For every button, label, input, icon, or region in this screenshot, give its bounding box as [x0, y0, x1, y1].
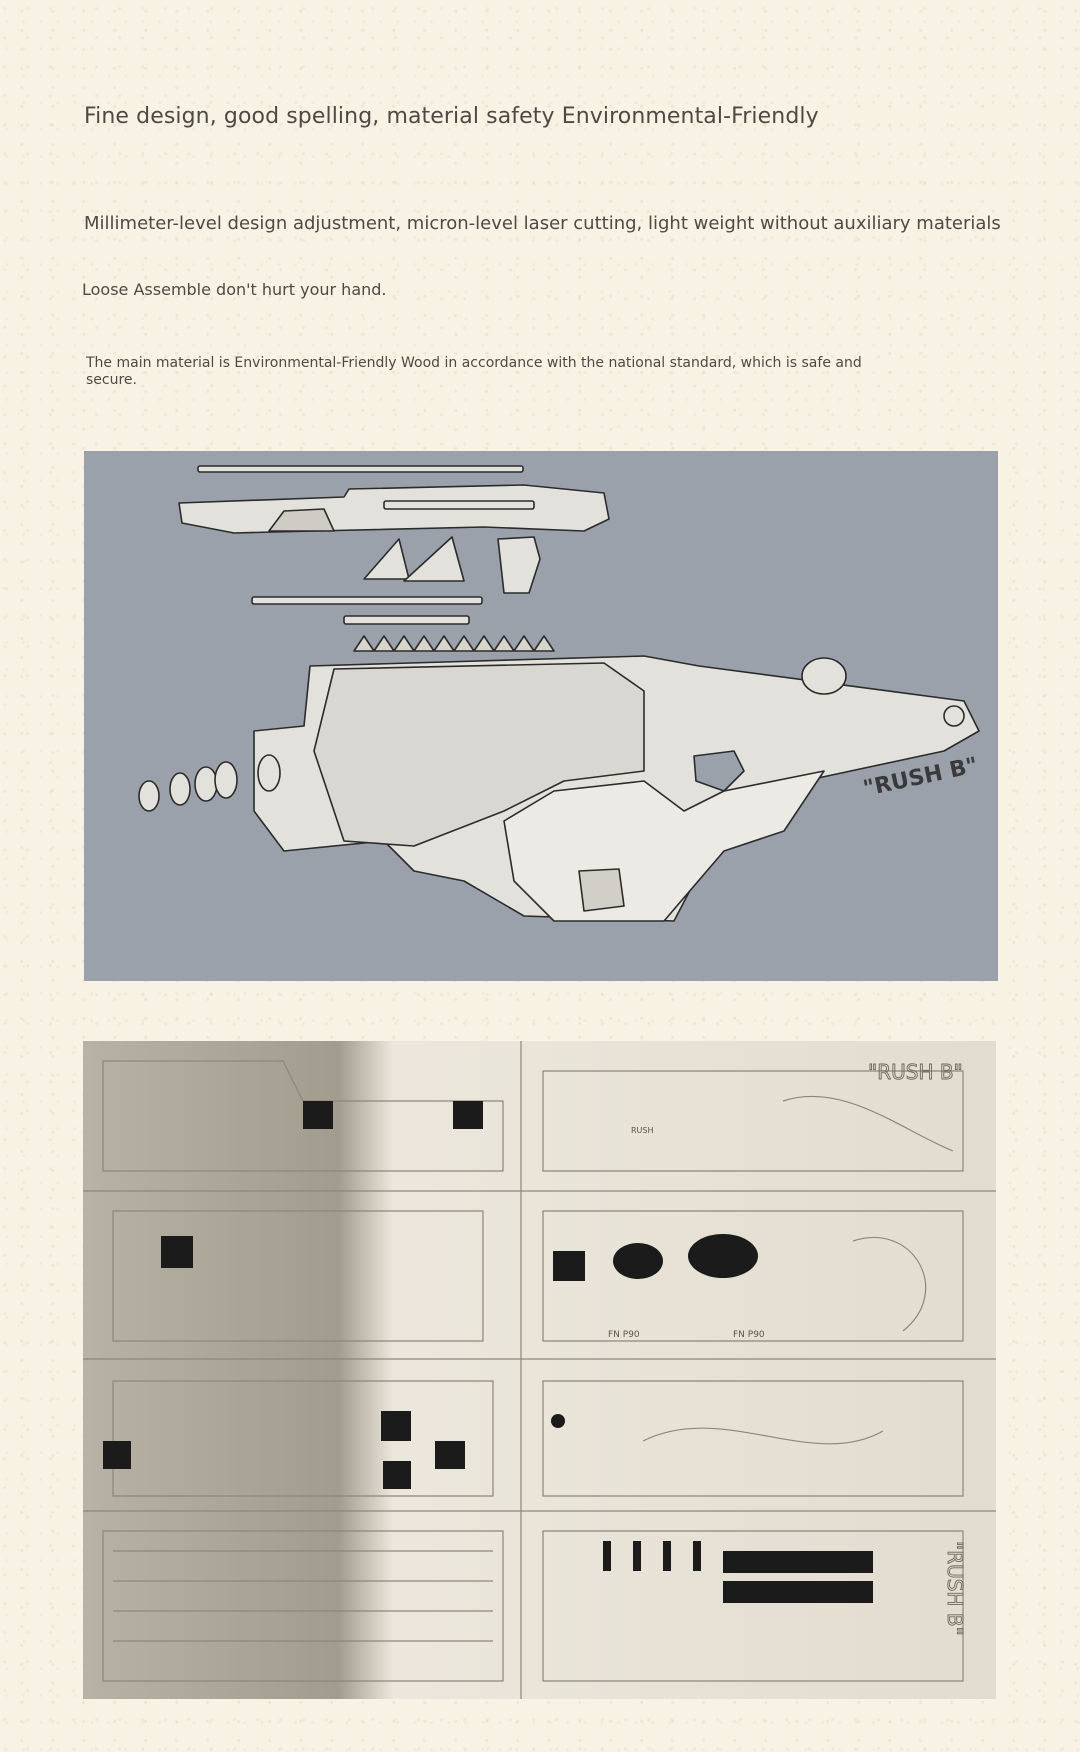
photo-engraving-2: "RUSH B": [943, 1541, 967, 1636]
exploded-view-render: [84, 451, 998, 981]
plywood-sheets-photo: [83, 1041, 996, 1699]
feature-line-design: Millimeter-level design adjustment, micron-level laser cutting, light weight without auxiliary materials: [84, 213, 1001, 234]
exploded-model-illustration: [84, 451, 998, 981]
photo-engraving-5: RUSH: [631, 1126, 654, 1135]
photo-engraving-1: "RUSH B": [868, 1060, 963, 1084]
heading: Fine design, good spelling, material safety Environmental-Friendly: [84, 104, 819, 129]
photo-engraving-4: FN P90: [733, 1330, 765, 1340]
feature-line-material: The main material is Environmental-Friendly Wood in accordance with the national standard, which is safe and secure.: [86, 355, 862, 388]
photo-engraving-3: FN P90: [608, 1330, 640, 1340]
render-engraving: "RUSH B": [861, 753, 981, 802]
feature-line-assembly: Loose Assemble don't hurt your hand.: [82, 280, 387, 299]
laser-cut-sheets-illustration: [83, 1041, 996, 1699]
